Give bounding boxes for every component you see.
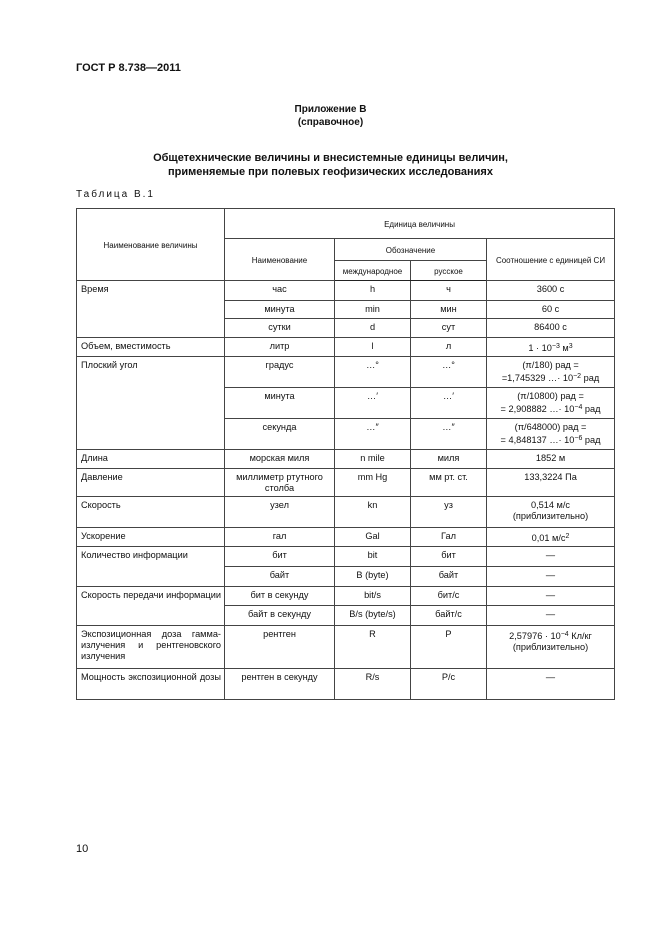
quantity-cell: Экспозиционная доза гамма-излучения и рентгеновского излучения	[77, 626, 225, 669]
rus-symbol-cell: …°	[411, 357, 487, 388]
table-row	[77, 338, 615, 357]
intl-symbol-cell: l	[335, 338, 411, 357]
si-ratio-cell: 1852 м	[487, 450, 615, 469]
rus-symbol-cell: Гал	[411, 528, 487, 547]
quantity-cell: Мощность экспозиционной дозы	[77, 669, 225, 700]
si-ratio-cell: (π/648000) рад = = 4,848137 …· $10^{-6}$ рад	[487, 419, 615, 450]
header-russian: русское	[411, 261, 487, 281]
rus-symbol-cell: …″	[411, 419, 487, 450]
unit-name-cell: узел	[225, 497, 335, 528]
intl-symbol-cell: mm Hg	[335, 469, 411, 497]
si-ratio-cell: 60 с	[487, 301, 615, 319]
intl-symbol-cell: B (byte)	[335, 567, 411, 587]
header-designation: Обозначение	[335, 239, 487, 261]
si-ratio-cell: 86400 с	[487, 319, 615, 338]
header-ratio: Соотношение с единицей СИ	[487, 239, 615, 281]
si-ratio-cell: 133,3224 Па	[487, 469, 615, 497]
rus-symbol-cell: л	[411, 338, 487, 357]
rus-symbol-cell: Р/с	[411, 669, 487, 700]
intl-symbol-cell: B/s (byte/s)	[335, 606, 411, 626]
unit-name-cell: бит	[225, 547, 335, 567]
si-ratio-cell: —	[487, 669, 615, 700]
unit-name-cell: рентген	[225, 626, 335, 669]
quantity-cell: Время	[77, 281, 225, 338]
si-ratio-cell: 0,514 м/с (приблизительно)	[487, 497, 615, 528]
rus-symbol-cell: байт/с	[411, 606, 487, 626]
si-ratio-cell: $1 \cdot 10^{-3}$ $м^3$	[487, 338, 615, 357]
rus-symbol-cell: уз	[411, 497, 487, 528]
quantity-cell: Ускорение	[77, 528, 225, 547]
unit-name-cell: час	[225, 281, 335, 301]
table-row	[77, 669, 615, 700]
units-table	[76, 208, 615, 700]
si-ratio-cell: (π/10800) рад = = 2,908882 …· $10^{-4}$ рад	[487, 388, 615, 419]
rus-symbol-cell: …′	[411, 388, 487, 419]
quantity-cell: Скорость передачи информации	[77, 587, 225, 626]
unit-name-cell: миллиметр ртутного столба	[225, 469, 335, 497]
page-number: 10	[76, 843, 89, 855]
unit-name-cell: сутки	[225, 319, 335, 338]
section-title-line1: Общетехнические величины и внесистемные единицы величин,	[153, 152, 508, 164]
header-unit: Единица величины	[225, 209, 615, 239]
table-row	[77, 528, 615, 547]
intl-symbol-cell: Gal	[335, 528, 411, 547]
rus-symbol-cell: бит	[411, 547, 487, 567]
quantity-cell: Длина	[77, 450, 225, 469]
table-row	[77, 497, 615, 528]
table-row	[77, 281, 615, 301]
si-ratio-cell: —	[487, 567, 615, 587]
rus-symbol-cell: сут	[411, 319, 487, 338]
unit-name-cell: минута	[225, 301, 335, 319]
unit-name-cell: градус	[225, 357, 335, 388]
rus-symbol-cell: бит/с	[411, 587, 487, 606]
unit-name-cell: рентген в секунду	[225, 669, 335, 700]
rus-symbol-cell: мм рт. ст.	[411, 469, 487, 497]
intl-symbol-cell: …°	[335, 357, 411, 388]
appendix-title: Приложение В	[294, 104, 367, 115]
intl-symbol-cell: kn	[335, 497, 411, 528]
section-title-line2: применяемые при полевых геофизических исследованиях	[168, 166, 493, 178]
intl-symbol-cell: h	[335, 281, 411, 301]
rus-symbol-cell: миля	[411, 450, 487, 469]
intl-symbol-cell: …″	[335, 419, 411, 450]
si-ratio-cell: 0,01 $м/с^2$	[487, 528, 615, 547]
quantity-cell: Давление	[77, 469, 225, 497]
quantity-cell: Количество информации	[77, 547, 225, 587]
intl-symbol-cell: n mile	[335, 450, 411, 469]
intl-symbol-cell: …′	[335, 388, 411, 419]
quantity-cell: Плоский угол	[77, 357, 225, 450]
quantity-cell: Объем, вместимость	[77, 338, 225, 357]
si-ratio-cell: 3600 с	[487, 281, 615, 301]
table-row	[77, 450, 615, 469]
table-row	[77, 587, 615, 606]
standard-number: ГОСТ Р 8.738—2011	[76, 62, 181, 74]
si-ratio-cell: —	[487, 587, 615, 606]
intl-symbol-cell: R/s	[335, 669, 411, 700]
table-row	[77, 547, 615, 567]
rus-symbol-cell: мин	[411, 301, 487, 319]
rus-symbol-cell: Р	[411, 626, 487, 669]
intl-symbol-cell: min	[335, 301, 411, 319]
rus-symbol-cell: ч	[411, 281, 487, 301]
unit-name-cell: гал	[225, 528, 335, 547]
intl-symbol-cell: bit	[335, 547, 411, 567]
table-label: Таблица В.1	[76, 189, 155, 200]
si-ratio-cell: —	[487, 547, 615, 567]
si-ratio-cell: —	[487, 606, 615, 626]
quantity-cell: Скорость	[77, 497, 225, 528]
si-ratio-cell: (π/180) рад = =1,745329 …· $10^{-2}$ рад	[487, 357, 615, 388]
intl-symbol-cell: bit/s	[335, 587, 411, 606]
header-name: Наименование	[225, 239, 335, 281]
table-row	[77, 469, 615, 497]
header-international: международное	[335, 261, 411, 281]
appendix-subtitle: (справочное)	[297, 117, 364, 128]
unit-name-cell: минута	[225, 388, 335, 419]
table-row	[77, 626, 615, 669]
table-row	[77, 357, 615, 388]
unit-name-cell: морская миля	[225, 450, 335, 469]
unit-name-cell: секунда	[225, 419, 335, 450]
unit-name-cell: бит в секунду	[225, 587, 335, 606]
unit-name-cell: байт	[225, 567, 335, 587]
si-ratio-cell: $2,57976 \cdot 10^{-4}$ Кл/кг (приблизительно)	[487, 626, 615, 669]
header-quantity: Наименование величины	[77, 209, 225, 281]
intl-symbol-cell: d	[335, 319, 411, 338]
unit-name-cell: литр	[225, 338, 335, 357]
unit-name-cell: байт в секунду	[225, 606, 335, 626]
intl-symbol-cell: R	[335, 626, 411, 669]
rus-symbol-cell: байт	[411, 567, 487, 587]
